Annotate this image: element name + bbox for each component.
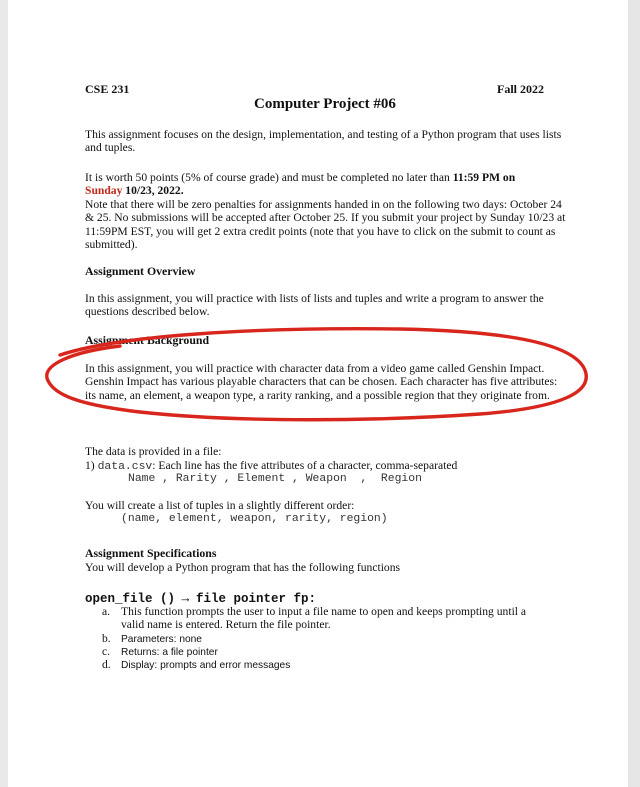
function-name: open_file ()	[85, 592, 176, 606]
tuple-intro: You will create a list of tuples in a slightly different order:	[85, 499, 355, 512]
specs-heading: Assignment Specifications	[85, 546, 217, 560]
list-label-d: d.	[102, 658, 111, 671]
data-file-name: data.csv	[97, 461, 153, 473]
list-text-c: Returns: a file pointer	[121, 647, 218, 658]
list-text-a: This function prompts the user to input a file name to open and keeps prompting until a valid name is entered. Return the file pointer.	[121, 605, 527, 632]
data-columns: Name , Rarity , Element , Weapon , Region	[128, 473, 422, 485]
due-day: Sunday	[85, 184, 123, 198]
hand-drawn-ellipse	[47, 329, 586, 420]
late-note: Note that there will be zero penalties for assignments handed in on the following two days: October 24 & 25. No submissions will be accepted after October 25. If you submit your project by Sunday 10/23 at 11:59PM EST, you will get 2 extra credit points (note that you have to click on the submit to count as submitted).	[85, 198, 566, 252]
tuple-format: (name, element, weapon, rarity, region)	[121, 513, 388, 525]
due-date: 10/23, 2022.	[125, 184, 184, 198]
term: Fall 2022	[497, 82, 544, 96]
background-text: In this assignment, you will practice with character data from a video game called Genshin Impact. Genshin Impact has various playable characters that can be chosen. Each character has five attributes: its name, an element, a weapon type, a rarity ranking, and a possible region that they originate from.	[85, 362, 558, 402]
data-intro: The data is provided in a file:	[85, 445, 222, 458]
due-time: 11:59 PM on	[452, 171, 516, 184]
due-prefix: It is worth 50 points (5% of course grade) and must be completed no later than	[85, 171, 453, 184]
page-title: Computer Project #06	[254, 96, 396, 112]
list-text-b: Parameters: none	[121, 634, 202, 645]
course-code: CSE 231	[85, 82, 130, 96]
data-item-number: 1)	[85, 459, 95, 472]
function-return: file pointer fp:	[196, 592, 317, 606]
overview-heading: Assignment Overview	[85, 264, 196, 278]
list-label-b: b.	[102, 632, 111, 645]
arrow-icon: →	[179, 590, 193, 605]
intro-paragraph: This assignment focuses on the design, implementation, and testing of a Python program that uses lists and tuples.	[85, 128, 562, 155]
specs-text: You will develop a Python program that has the following functions	[85, 561, 401, 574]
background-heading: Assignment Background	[85, 333, 210, 347]
list-label-c: c.	[102, 645, 111, 658]
data-file-desc: : Each line has the five attributes of a character, comma-separated	[152, 459, 458, 472]
list-label-a: a.	[102, 605, 111, 618]
overview-text: In this assignment, you will practice with lists of lists and tuples and write a program to answer the questions described below.	[85, 292, 544, 319]
list-text-d: Display: prompts and error messages	[121, 660, 291, 671]
